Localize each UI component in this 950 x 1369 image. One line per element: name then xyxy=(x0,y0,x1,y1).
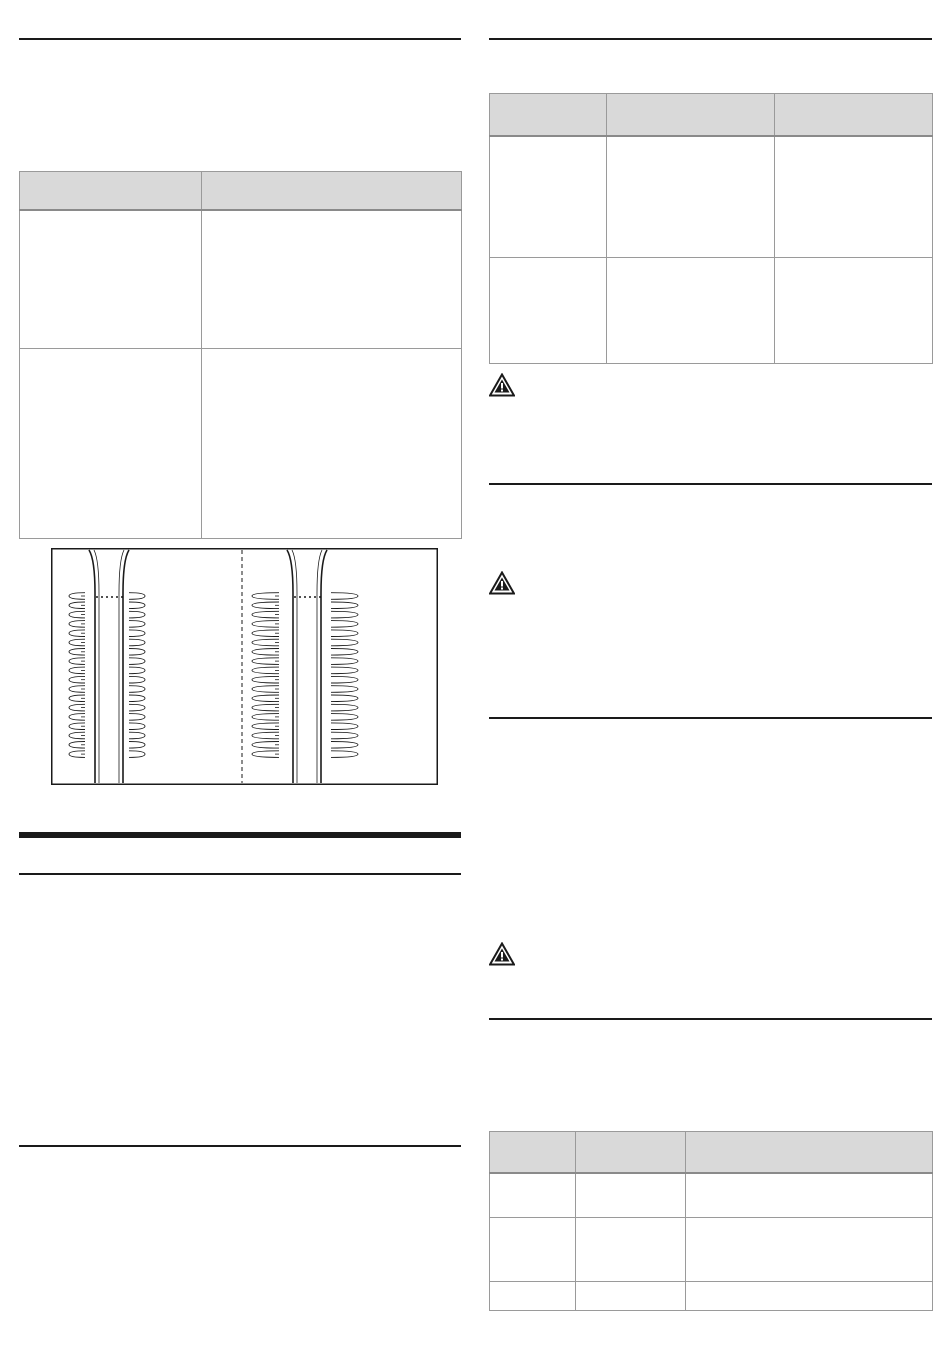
warning-triangle-icon xyxy=(489,942,515,966)
table-cell xyxy=(576,1218,686,1282)
left-table xyxy=(19,171,462,539)
section-rule-left-3 xyxy=(19,1145,461,1147)
table-cell xyxy=(20,210,202,349)
table-cell xyxy=(775,136,933,258)
table-header-cell xyxy=(490,94,607,136)
table-header-cell xyxy=(775,94,933,136)
table-cell xyxy=(490,258,607,364)
section-rule-left-2 xyxy=(19,873,461,875)
section-rule-left-top xyxy=(19,38,461,40)
table-cell xyxy=(20,349,202,539)
table-row xyxy=(20,349,462,539)
table-cell xyxy=(607,136,775,258)
table-cell xyxy=(775,258,933,364)
table-row xyxy=(490,1282,933,1311)
table-row xyxy=(490,1173,933,1218)
table-header-cell xyxy=(686,1132,933,1173)
right-table-2 xyxy=(489,1131,933,1311)
chapter-rule xyxy=(19,832,461,838)
section-rule-right-2 xyxy=(489,483,932,485)
table-header-row xyxy=(490,1132,933,1173)
table-cell xyxy=(576,1282,686,1311)
right-table-1 xyxy=(489,93,933,364)
section-rule-right-top xyxy=(489,38,932,40)
table-cell xyxy=(490,136,607,258)
table-cell xyxy=(490,1218,576,1282)
table-header-row xyxy=(20,172,462,210)
table-row xyxy=(20,210,462,349)
table-row xyxy=(490,258,933,364)
table-cell xyxy=(607,258,775,364)
table-header-cell xyxy=(202,172,462,210)
table-cell xyxy=(686,1218,933,1282)
table-cell xyxy=(490,1173,576,1218)
table-header-row xyxy=(490,94,933,136)
table-row xyxy=(490,136,933,258)
table-cell xyxy=(686,1173,933,1218)
table-header-cell xyxy=(490,1132,576,1173)
section-rule-right-3 xyxy=(489,717,932,719)
table-cell xyxy=(490,1282,576,1311)
table-row xyxy=(490,1218,933,1282)
table-cell xyxy=(202,349,462,539)
table-header-cell xyxy=(607,94,775,136)
table-header-cell xyxy=(576,1132,686,1173)
table-header-cell xyxy=(20,172,202,210)
table-cell xyxy=(686,1282,933,1311)
warning-triangle-icon xyxy=(489,373,515,397)
table-cell xyxy=(202,210,462,349)
section-rule-right-4 xyxy=(489,1018,932,1020)
zipper-illustration xyxy=(51,548,438,785)
warning-triangle-icon xyxy=(489,571,515,595)
table-cell xyxy=(576,1173,686,1218)
